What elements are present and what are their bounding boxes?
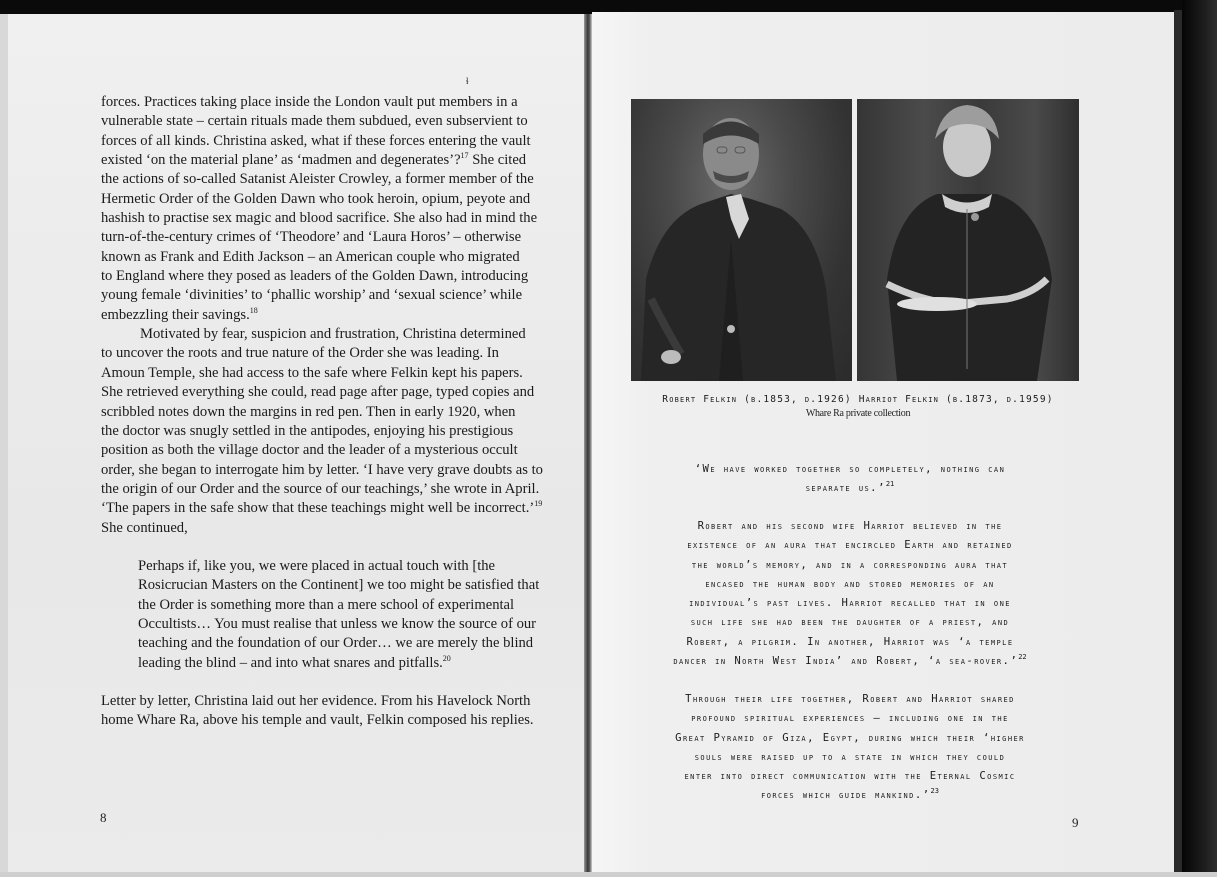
text-line: young female ‘divinities’ to ‘phallic worship’ and ‘sexual science’ while [101,287,523,304]
text-line [101,151,561,170]
text-line: forces. Practices taking place inside the London vault put members in a [101,94,518,110]
right-paragraph-1 [620,517,1080,671]
text-line: the actions of so-called Satanist Aleister Crowley, a former member of the [101,171,534,188]
text-line: souls were raised up to a state in which they could [694,750,1006,763]
photo-harriot-felkin [857,99,1079,381]
right-page-edge [1174,10,1182,877]
page-number-right: 9 [1072,815,1079,830]
stray-ink-mark: ɬ [466,76,469,86]
paragraph-2 [101,325,561,538]
photo-robert-felkin [631,99,852,381]
portrait-woman-icon [857,99,1079,381]
text-line: home Whare Ra, above his temple and vault, Felkin composed his replies. [101,712,534,729]
footnote-ref-21: 21 [885,480,895,489]
text-line: teaching and the foundation of our Order… we are merely the blind [138,635,534,652]
text-line: profound spiritual experiences – including one in the [691,712,1009,725]
text-line [620,786,1080,805]
text-line: Through their life together, Robert and Harriot shared [685,693,1015,705]
text-fragment: embezzling their savings. [101,306,250,323]
text-line [138,654,561,673]
footnote-ref-23: 23 [930,787,939,796]
footnote-ref-17: 17 [460,151,469,161]
text-line: Perhaps if, like you, we were placed in actual touch with [the [138,557,496,574]
pull-quote [620,460,1080,499]
text-line: the origin of our Order and the source of our teachings,’ she wrote in April. [101,480,540,497]
text-line: the doctor was snugly settled in the antipodes, enjoying his prestigious [101,422,514,439]
paragraph-1 [101,93,561,325]
text-line: forces of all kinds. Christina asked, what if these forces entering the vault [101,132,531,149]
text-line: Letter by letter, Christina laid out her evidence. From his Havelock North [101,692,531,709]
right-paragraph-2 [620,690,1080,806]
text-line: individual’s past lives. Harriot recalled that in one [689,597,1011,610]
left-page-body [101,93,561,731]
text-line: hashish to practise sex magic and blood sacrifice. She also had in mind the [101,210,538,227]
portrait-man-icon [631,99,852,381]
text-fragment: existed ‘on the material plane’ as ‘madmen and degenerates’? [101,152,461,169]
text-line: ‘We have worked together so completely, nothing can [694,463,1006,475]
scanner-bottom-edge [0,872,1217,877]
photo-credit: Whare Ra private collection [805,408,911,419]
text-fragment: dancer in North West India’ and Robert, ‘a sea-rover.’ [673,655,1019,668]
page-number-left: 8 [100,810,107,825]
footnote-ref-18: 18 [249,305,258,315]
text-line: known as Frank and Edith Jackson – an American couple who migrated [101,248,520,265]
text-line: existence of an aura that encircled Earth and retained [687,539,1013,552]
footnote-ref-20: 20 [442,653,451,663]
text-line: turn-of-the-century crimes of ‘Theodore’ and ‘Laura Horos’ – otherwise [101,229,522,246]
text-line: position as both the village doctor and the leader of a mysterious occult [101,442,518,459]
text-line: such life she had been the daughter of a priest, and [690,616,1010,629]
text-line [620,652,1080,671]
text-line: Rosicrucian Masters on the Continent] we too might be satisfied that [138,577,540,594]
paragraph-3 [101,692,561,731]
book-gutter [584,14,592,877]
text-line: to uncover the roots and true nature of the Order she was leading. In [101,345,499,362]
footnote-ref-22: 22 [1018,653,1027,662]
text-line: Robert, a pilgrim. In another, Harriot was ‘a temple [686,635,1014,648]
text-line: vulnerable state – certain rituals made them subdued, even subservient to [101,113,528,130]
text-line: She continued, [101,519,188,536]
text-fragment: separate us.’ [805,482,886,495]
text-line: the world’s memory, and in a corresponding aura that [691,558,1009,571]
text-line: Great Pyramid of Giza, Egypt, during which their ‘higher [675,731,1025,744]
scanner-right-edge [1182,0,1217,877]
text-line [101,306,561,325]
text-line: the Order is something more than a mere school of experimental [138,596,515,613]
text-line [620,479,1080,498]
text-line [101,499,561,518]
text-line: Robert and his second wife Harriot believed in the [697,520,1003,532]
text-fragment: She cited [468,152,527,169]
text-fragment: forces which guide mankind.’ [761,789,931,802]
text-fragment: ‘The papers in the safe show that these teachings might well be incorrect.’ [101,500,535,517]
text-line: order, she began to interrogate him by letter. ‘I have very grave doubts as to [101,461,543,478]
photo-caption: Robert Felkin (b.1853, d.1926) Harriot Felkin (b.1873, d.1959) [662,394,1054,405]
text-line: Hermetic Order of the Golden Dawn who took heroin, opium, peyote and [101,190,531,207]
block-quote [138,557,561,673]
text-fragment: leading the blind – and into what snares and pitfalls. [138,654,443,671]
text-line: encased the human body and stored memories of an [705,577,995,590]
footnote-ref-19: 19 [534,499,543,509]
text-line: Amoun Temple, she had access to the safe where Felkin kept his papers. [101,364,523,381]
text-line: to England where they posed as leaders of the Golden Dawn, introducing [101,268,529,285]
text-line: She retrieved everything she could, read page after page, typed copies and [101,384,535,401]
text-line: enter into direct communication with the Eternal Cosmic [684,770,1016,783]
text-line: Occultists… You must realise that unless we know the source of our [138,615,537,632]
text-line: Motivated by fear, suspicion and frustration, Christina determined [140,326,526,343]
text-line: scribbled notes down the margins in red pen. Then in early 1920, when [101,403,516,420]
